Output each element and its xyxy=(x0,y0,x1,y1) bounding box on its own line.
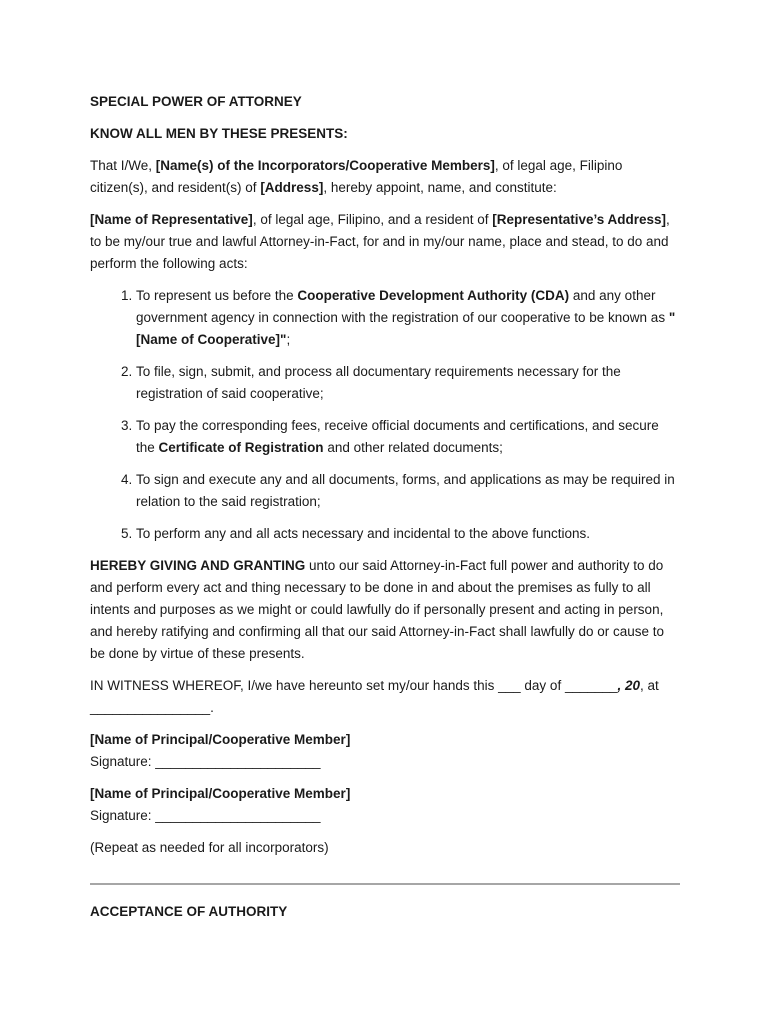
acts-list xyxy=(90,285,680,545)
address-placeholder: [Address] xyxy=(260,180,324,195)
principal-name: [Name of Principal/Cooperative Member] xyxy=(90,732,351,747)
section-divider xyxy=(90,883,680,885)
representative-name-placeholder: [Name of Representative] xyxy=(90,212,253,227)
act-item-2: 2. To file, sign, submit, and process all documentary requirements necessary for the registration of said cooperative; xyxy=(136,361,680,405)
act-item-3: 3. To pay the corresponding fees, receive official documents and certifications, and secure the Certificate of Registration and other related documents; xyxy=(136,415,680,459)
acceptance-heading: ACCEPTANCE OF AUTHORITY xyxy=(90,904,288,919)
incorporators-placeholder: [Name(s) of the Incorporators/Cooperative Members] xyxy=(155,158,495,173)
act-item-1: 1. To represent us before the Cooperative Development Authority (CDA) and any other government agency in connection with the registration of our cooperative to be known as "[Name of Cooperative]"; xyxy=(136,285,680,351)
act-item-5: 5. To perform any and all acts necessary and incidental to the above functions. xyxy=(136,523,680,545)
principal-name: [Name of Principal/Cooperative Member] xyxy=(90,786,351,801)
act-item-4: 4. To sign and execute any and all documents, forms, and applications as may be required in relation to the said registration; xyxy=(136,469,680,513)
signature-line: Signature: ______________________ xyxy=(90,808,321,823)
witness-paragraph: IN WITNESS WHEREOF, I/we have hereunto set my/our hands this ___ day of _______, 20, at ________________. xyxy=(90,678,659,715)
representative-paragraph: [Name of Representative], of legal age, Filipino, and a resident of [Representative’s Address], to be my/our true and lawful Attorney-in-Fact, for and in my/our name, place and stead, to do and perform the following acts: xyxy=(90,212,670,271)
granting-paragraph: HEREBY GIVING AND GRANTING unto our said Attorney-in-Fact full power and authority to do and perform every act and thing necessary to be done in and about the premises as fully to all intents and purposes as we might or could lawfully do if personally present and acting in person, and hereby ratifying and confirming all that our said Attorney-in-Fact shall lawfully do or cause to be done by virtue of these presents. xyxy=(90,558,665,661)
appointment-paragraph: That I/We, [Name(s) of the Incorporators/Cooperative Members], of legal age, Filipino citizen(s), and resident(s) of [Address], hereby appoint, name, and constitute: xyxy=(90,158,623,195)
document-body xyxy=(90,91,680,933)
know-all-heading: KNOW ALL MEN BY THESE PRESENTS: xyxy=(90,126,348,141)
signature-line: Signature: ______________________ xyxy=(90,754,321,769)
principal-signature-block xyxy=(90,729,680,773)
repeat-note: (Repeat as needed for all incorporators) xyxy=(90,840,329,855)
document-title: SPECIAL POWER OF ATTORNEY xyxy=(90,94,302,109)
principal-signature-block xyxy=(90,783,680,827)
representative-address-placeholder: [Representative’s Address] xyxy=(492,212,667,227)
